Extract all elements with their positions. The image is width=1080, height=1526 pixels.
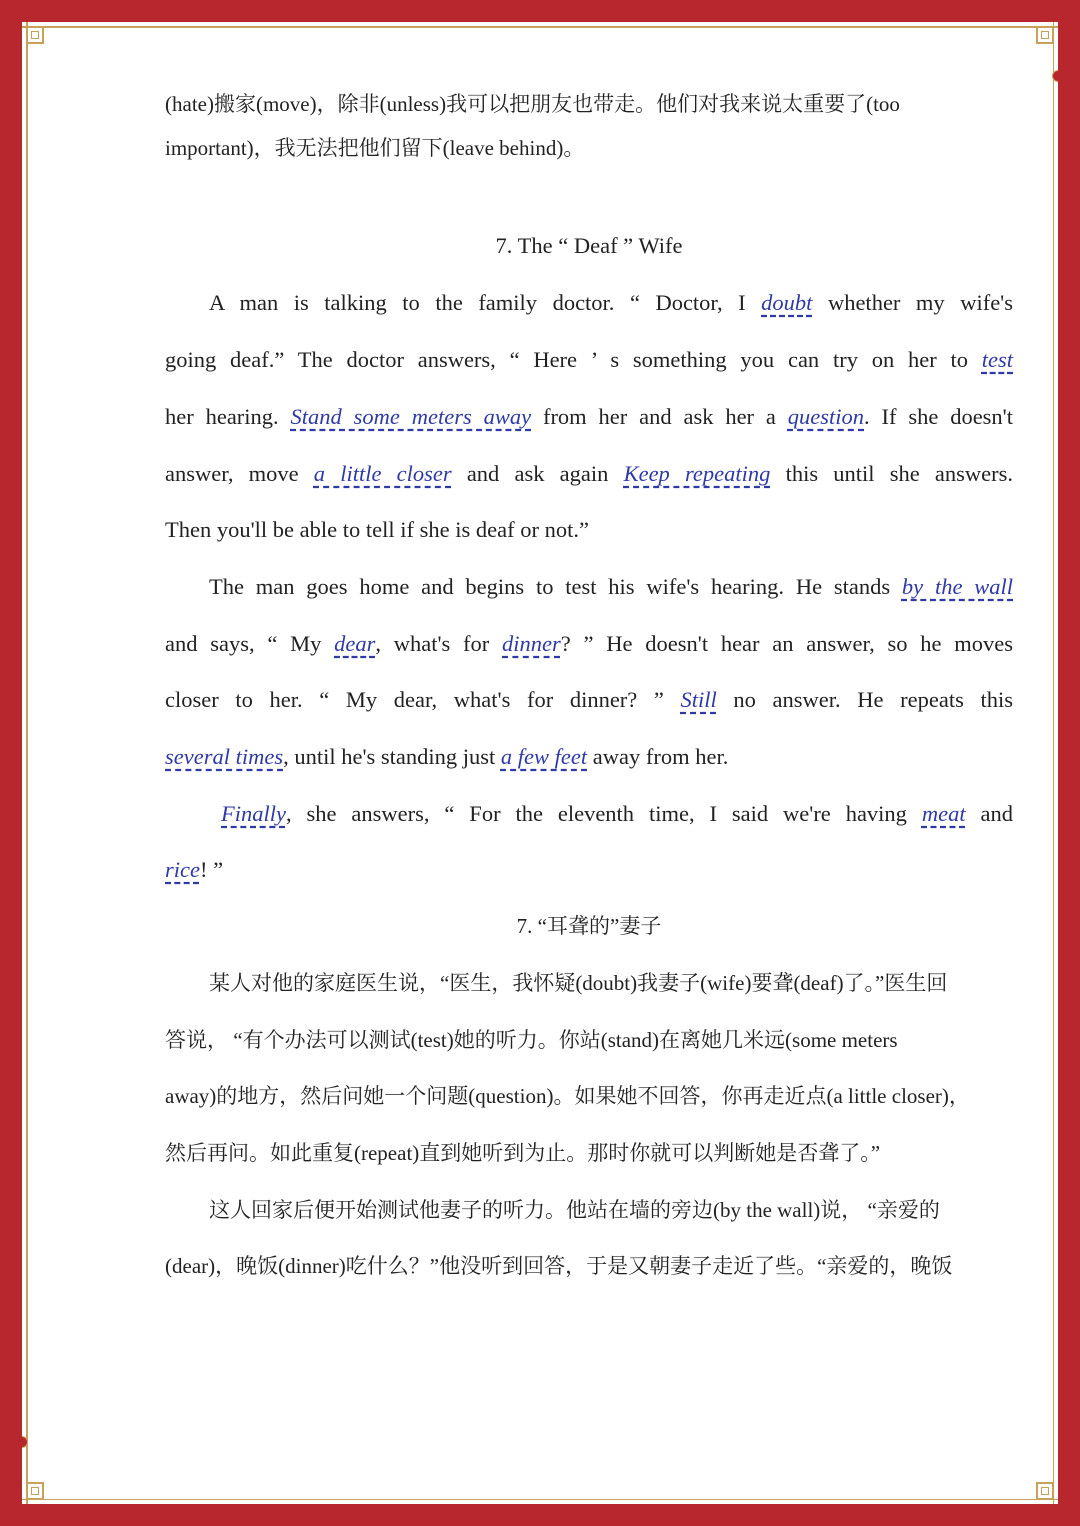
line-text: , until he's standing just [283,744,501,769]
highlighted-phrase: Stand some meters away [290,404,532,429]
frame-line-right [1053,22,1055,1504]
frame-line-top [22,26,1058,28]
highlighted-word: meat [921,801,966,826]
line-text: . If she doesn't [864,404,1013,429]
line-text: important)，我无法把他们留下(leave behind)。 [165,136,585,160]
highlighted-word: rice [165,857,200,882]
line-text: , she answers, “ For the eleventh time, I said we're having [285,801,922,826]
line-text: ? ” He doesn't hear an answer, so he moves [560,631,1013,656]
line-text: this until she answers. [770,461,1013,486]
highlighted-phrase: several times [165,744,284,769]
frame-line-left [26,22,28,1504]
line-text: 这人回家后便开始测试他妻子的听力。他站在墙的旁边(by the wall)说， “亲爱的 [209,1198,940,1222]
text-line [209,571,1013,603]
text-line [165,1024,1013,1056]
story-title [165,230,1013,262]
text-line [165,741,1013,773]
line-text: 然后再问。如此重复(repeat)直到她听到为止。那时你就可以判断她是否聋了。” [165,1141,881,1165]
highlighted-phrase: a little closer [313,461,452,486]
chinese-title [165,910,1013,942]
text-line [209,1194,1013,1226]
highlighted-word: doubt [761,290,813,315]
ring-ornament-icon [1052,70,1058,82]
highlighted-word: dinner [502,631,561,656]
line-text: away)的地方，然后问她一个问题(question)。如果她不回答，你再走近点(a little closer)， [165,1084,970,1108]
text-line [165,854,1013,886]
line-text: going deaf.” The doctor answers, “ Here ’ s something you can try on her to [165,347,982,372]
highlighted-phrase: Keep repeating [623,461,771,486]
text-line [209,287,1013,319]
highlighted-phrase: a few feet [500,744,588,769]
text-line [165,344,1013,376]
highlighted-word: Finally [221,801,286,826]
text-line [165,132,1013,164]
text-line [209,967,1013,999]
line-text: , what's for [375,631,503,656]
line-text: closer to her. “ My dear, what's for dinner? ” [165,687,681,712]
line-text: her hearing. [165,404,291,429]
text-line [165,401,1013,433]
highlighted-word: dear [334,631,376,656]
highlighted-word: Still [680,687,717,712]
text-line [165,684,1013,716]
text-line [165,1137,1013,1169]
corner-ornament-icon [1036,1482,1054,1500]
line-text: from her and ask her a [531,404,788,429]
line-text: answer, move [165,461,314,486]
line-text: 某人对他的家庭医生说，“医生，我怀疑(doubt)我妻子(wife)要聋(deaf)了。”医生回 [209,971,948,995]
highlighted-word: test [981,347,1013,372]
story-title-text: 7. The “ Deaf ” Wife [495,233,683,258]
text-line [165,1250,1013,1282]
line-text: Then you'll be able to tell if she is deaf or not.” [165,517,589,542]
text-line [165,628,1013,660]
corner-ornament-icon [1036,26,1054,44]
corner-ornament-icon [26,1482,44,1500]
text-line [165,1080,1013,1112]
line-text: 答说， “有个办法可以测试(test)她的听力。你站(stand)在离她几米远(some meters [165,1028,898,1052]
line-text: (hate)搬家(move)，除非(unless)我可以把朋友也带走。他们对我来说太重要了(too [165,92,900,116]
line-text: ! ” [199,857,224,882]
line-text: and ask again [451,461,624,486]
frame-line-bottom [22,1499,1058,1501]
line-text: no answer. He repeats this [716,687,1013,712]
line-text: A man is talking to the family doctor. “ Doctor, I [209,290,762,315]
line-text: (dear)，晚饭(dinner)吃什么？”他没听到回答，于是又朝妻子走近了些。“亲爱的，晚饭 [165,1254,953,1278]
document-page [22,22,1058,1504]
text-line [165,88,1013,120]
line-text: whether my wife's [812,290,1013,315]
line-text: away from her. [587,744,729,769]
chinese-title-text: 7. “耳聋的”妻子 [516,914,662,938]
line-text: and says, “ My [165,631,335,656]
line-text: and [965,801,1013,826]
highlighted-word: question [787,404,865,429]
text-line [221,798,1013,830]
highlighted-phrase: by the wall [901,574,1013,599]
corner-ornament-icon [26,26,44,44]
text-line [165,514,1013,546]
text-line [165,458,1013,490]
line-text: The man goes home and begins to test his wife's hearing. He stands [209,574,902,599]
